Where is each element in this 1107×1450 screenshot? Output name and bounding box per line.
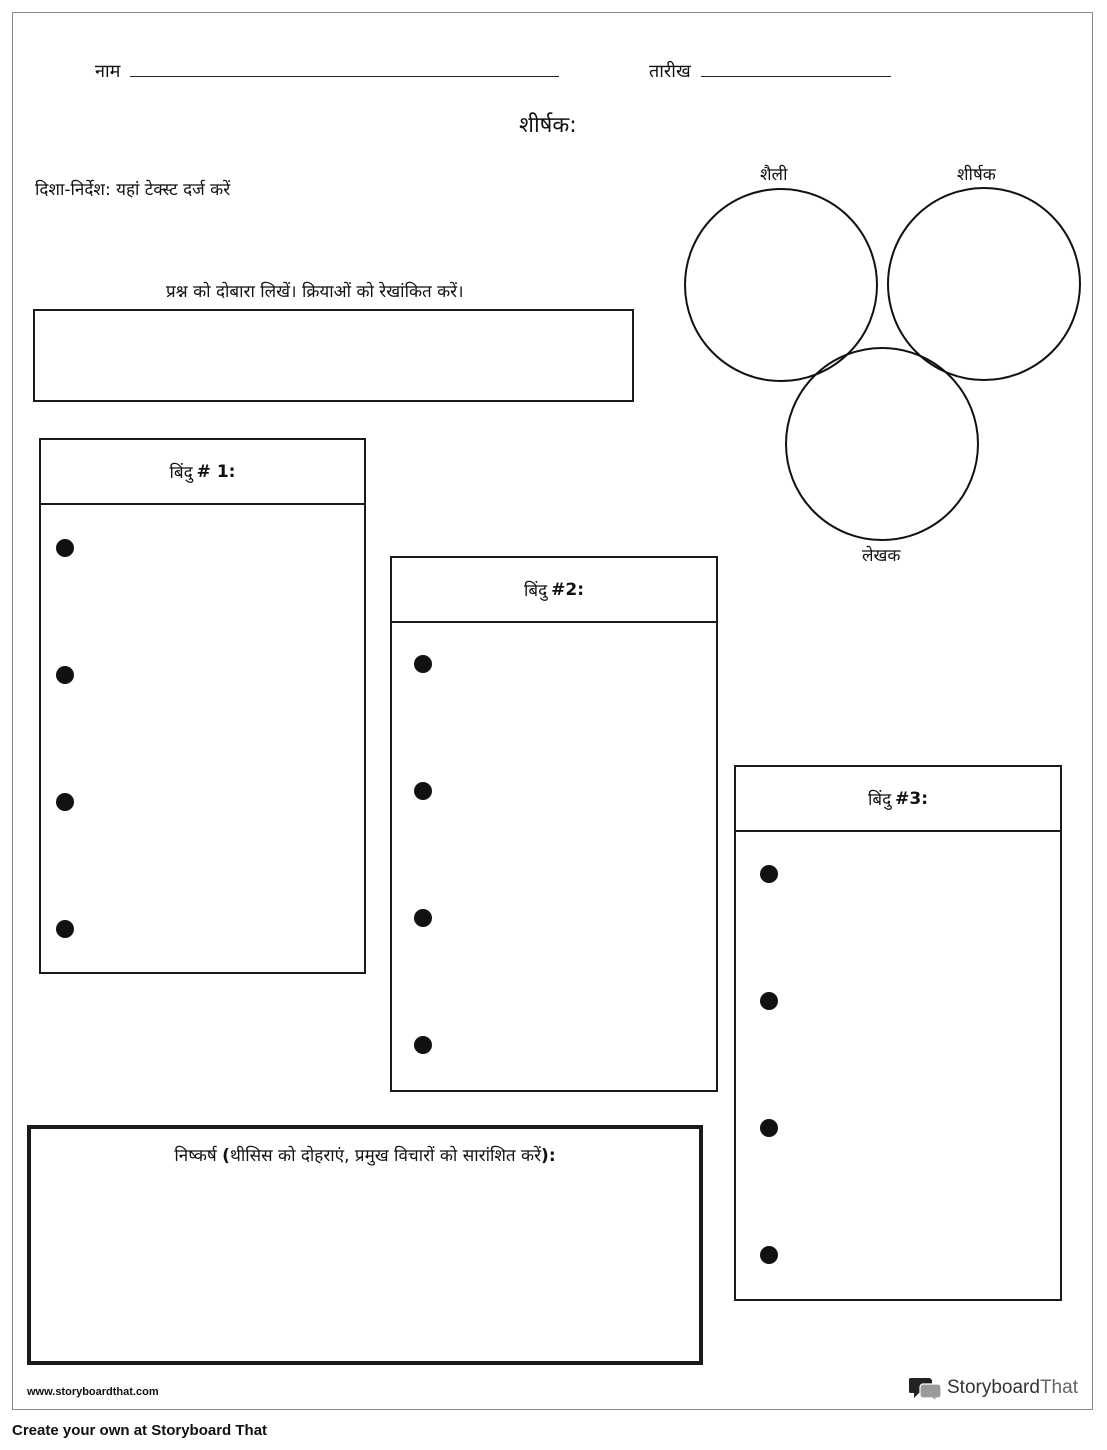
point-1-label: बिंदु bbox=[169, 463, 193, 483]
point-1-bullet[interactable] bbox=[56, 793, 74, 811]
name-line[interactable] bbox=[130, 76, 559, 77]
directions-text: दिशा-निर्देश: यहां टेक्स्ट दर्ज करें bbox=[35, 180, 231, 200]
point-2-number: #2: bbox=[551, 579, 584, 600]
point-3-number: #3: bbox=[895, 788, 928, 809]
brand-main: Storyboard bbox=[947, 1377, 1040, 1398]
point-2-header bbox=[392, 558, 716, 623]
point-2-bullet[interactable] bbox=[414, 1036, 432, 1054]
conclusion-prompt-start: निष्कर्ष bbox=[174, 1146, 223, 1166]
point-1-header bbox=[41, 440, 364, 505]
point-3-label: बिंदु bbox=[867, 790, 892, 810]
worksheet-page bbox=[12, 12, 1093, 1410]
name-label: नाम bbox=[95, 61, 121, 82]
point-3-bullet[interactable] bbox=[760, 865, 778, 883]
point-2-box bbox=[390, 556, 718, 1092]
brand-suffix: That bbox=[1039, 1377, 1078, 1398]
point-1-number: # 1: bbox=[196, 461, 236, 482]
point-2-bullet[interactable] bbox=[414, 655, 432, 673]
restate-prompt: प्रश्न को दोबारा लिखें। क्रियाओं को रेखांकित करें। bbox=[166, 282, 464, 302]
venn-label-author: लेखक bbox=[862, 546, 901, 566]
point-1-box bbox=[39, 438, 366, 974]
create-own-link[interactable]: Create your own at Storyboard That bbox=[12, 1422, 268, 1439]
venn-circle-author[interactable] bbox=[786, 348, 978, 540]
point-2-bullet[interactable] bbox=[414, 909, 432, 927]
point-1-bullet[interactable] bbox=[56, 920, 74, 938]
point-3-box bbox=[734, 765, 1062, 1301]
point-2-label: बिंदु bbox=[523, 581, 548, 601]
restate-answer-box[interactable] bbox=[33, 309, 634, 402]
footer-url[interactable]: www.storyboardthat.com bbox=[27, 1386, 159, 1398]
point-3-bullet[interactable] bbox=[760, 992, 778, 1010]
conclusion-prompt bbox=[31, 1143, 699, 1166]
venn-label-genre: शैली bbox=[760, 165, 788, 185]
conclusion-box[interactable] bbox=[27, 1125, 703, 1365]
date-line[interactable] bbox=[701, 76, 891, 77]
point-2-bullet[interactable] bbox=[414, 782, 432, 800]
venn-circle-genre[interactable] bbox=[685, 189, 877, 381]
venn-circle-title[interactable] bbox=[888, 188, 1080, 380]
point-3-bullet[interactable] bbox=[760, 1119, 778, 1137]
conclusion-prompt-text: थीसिस को दोहराएं, प्रमुख विचारों को सारांशित करें bbox=[229, 1146, 542, 1166]
venn-diagram bbox=[673, 163, 1093, 583]
point-3-header bbox=[736, 767, 1060, 832]
page-title: शीर्षक: bbox=[519, 113, 577, 138]
venn-label-title: शीर्षक bbox=[957, 165, 996, 185]
point-1-bullet[interactable] bbox=[56, 539, 74, 557]
speech-bubble-icon bbox=[909, 1375, 943, 1401]
storyboardthat-logo[interactable] bbox=[909, 1375, 1078, 1401]
point-3-bullet[interactable] bbox=[760, 1246, 778, 1264]
date-label: तारीख bbox=[649, 61, 691, 82]
conclusion-paren-open: ( bbox=[222, 1146, 230, 1166]
point-1-bullet[interactable] bbox=[56, 666, 74, 684]
conclusion-paren-close: ): bbox=[541, 1146, 556, 1166]
